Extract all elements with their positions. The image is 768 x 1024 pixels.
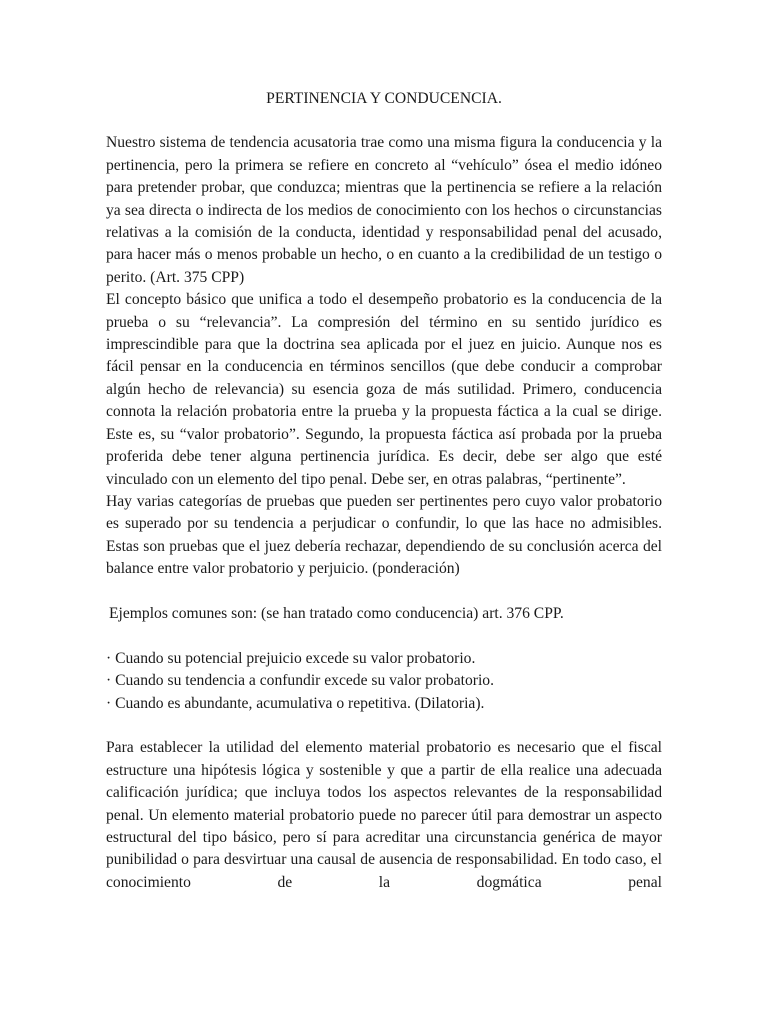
examples-intro: Ejemplos comunes son: (se han tratado como conducencia) art. 376 CPP. [109,604,564,622]
paragraph-categorias-pruebas: Hay varias categorías de pruebas que pueden ser pertinentes pero cuyo valor probatorio es superado por su tendencia a perjudicar o confundir, lo que las hace no admisibles. Estas son pruebas que el juez debería rechazar, dependiendo de su conclusión acerca del balance entre valor probatorio y perjuicio. (ponderación) [106,492,662,578]
list-item: · Cuando su potencial prejuicio excede su valor probatorio. [106,649,476,667]
document-page [106,88,662,894]
examples-list [106,648,662,715]
list-item: · Cuando es abundante, acumulativa o repetitiva. (Dilatoria). [106,694,485,712]
paragraph-pertinencia-conducencia: Nuestro sistema de tendencia acusatoria trae como una misma figura la conducencia y la pertinencia, pero la primera se refiere en concreto al “vehículo” ósea el medio idóneo para pretender probar, que conduzca; mientras que la pertinencia se refiere a la relación ya sea directa o indirecta de los medios de conocimiento con los hechos o circunstancias relativas a la comisión de la conducta, identidad y responsabilidad penal del acusado, para hacer más o menos probable un hecho, o en cuanto a la credibilidad de un testigo o perito. (Art. 375 CPP) [106,134,662,286]
spacer [106,625,662,647]
spacer [106,581,662,603]
document-title: PERTINENCIA Y CONDUCENCIA. [266,90,502,107]
paragraph-concepto-basico: El concepto básico que unifica a todo el desempeño probatorio es la conducencia de la prueba o su “relevancia”. La compresión del término en su sentido jurídico es imprescindible para que la doctrina sea aplicada por el juez en juicio. Aunque nos es fácil pensar en la conducencia en términos sencillos (que debe conducir a comprobar algún hecho de relevancia) su esencia goza de más sutilidad. Primero, conducencia connota la relación probatoria entre la prueba y la propuesta fáctica a la cual se dirige. Este es, su “valor probatorio”. Segundo, la propuesta fáctica así probada por la prueba proferida debe tener alguna pertinencia jurídica. Es decir, debe ser algo que esté vinculado con un elemento del tipo penal. Debe ser, en otras palabras, “pertinente”. [106,291,662,488]
paragraph-utilidad-elemento: Para establecer la utilidad del elemento material probatorio es necesario que el fiscal estructure una hipótesis lógica y sostenible y que a partir de ella realice una adecuada calificación jurídica; que incluya todos los aspectos relevantes de la responsabilidad penal. Un elemento material probatorio puede no parecer útil para demostrar un aspecto estructural del tipo básico, pero sí para acreditar una circunstancia genérica de mayor punibilidad o para desvirtuar una causal de ausencia de responsabilidad. En todo caso, el conocimiento de la dogmática penal [106,739,662,891]
list-item: · Cuando su tendencia a confundir excede su valor probatorio. [106,672,494,690]
spacer [106,715,662,737]
